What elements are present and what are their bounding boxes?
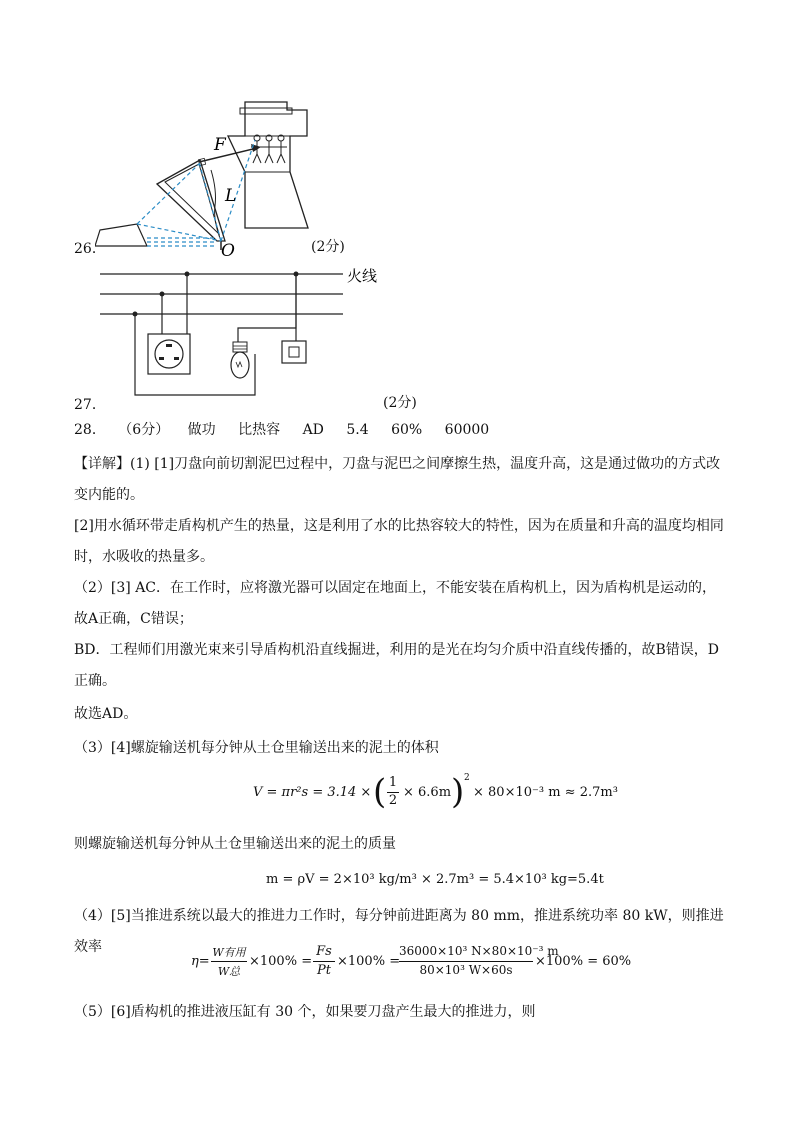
q26-score: (2分) bbox=[311, 239, 345, 255]
volume-frac-den: 2 bbox=[388, 793, 398, 808]
force-label: F bbox=[214, 135, 226, 155]
answer-1: 做功 bbox=[187, 422, 216, 438]
efficiency-formula bbox=[191, 944, 632, 982]
frac3-pct: ×100% = 60% bbox=[535, 954, 632, 969]
lever-arm bbox=[157, 160, 225, 241]
q27-number: 27． bbox=[74, 397, 106, 413]
frac3-num: 36000×10³ N×80×10⁻³ m bbox=[399, 944, 559, 958]
volume-frac-num: 1 bbox=[388, 775, 398, 790]
explanation-p9: （5）[6]盾构机的推进液压缸有 30 个，如果要刀盘产生最大的推进力，则 bbox=[74, 1004, 536, 1020]
q26-number: 26． bbox=[74, 241, 106, 257]
arm-label: L bbox=[225, 186, 237, 206]
frac1-den: W总 bbox=[217, 965, 241, 978]
explanation-p2: [2]用水循环带走盾构机产生的热量，这是利用了水的比热容较大的特性，因为在质量和升高的温度均相同时，水吸收的热量多。 bbox=[74, 518, 724, 565]
explanation-p4: BD．工程师们用激光束来引导盾构机沿直线掘进，利用的是光在均匀介质中沿直线传播的，故B错误，D正确。 bbox=[74, 642, 720, 689]
eta-label: η= bbox=[191, 954, 210, 969]
explanation-p6: （3）[4]螺旋输送机每分钟从土仓里输送出来的泥土的体积 bbox=[74, 740, 439, 756]
frac1-pct: ×100% = bbox=[249, 954, 313, 969]
lamp-bulb bbox=[231, 352, 249, 378]
frac2-pct: ×100% = bbox=[337, 954, 401, 969]
q28-number: 28． bbox=[74, 422, 106, 438]
mass-formula: m = ρV = 2×10³ kg/m³ × 2.7m³ = 5.4×10³ kg=5.4t bbox=[266, 872, 604, 887]
volume-formula-lhs: V = πr²s = 3.14 × bbox=[253, 785, 372, 800]
q28-answer-line bbox=[74, 420, 489, 440]
explanation-p3: （2）[3] AC．在工作时，应将激光器可以固定在地面上，不能安装在盾构机上，因为盾构机是运动的，故A正确，C错误； bbox=[74, 580, 717, 627]
answer-3: AD bbox=[302, 422, 324, 438]
lamp-holder bbox=[233, 342, 247, 352]
lever-diagram bbox=[95, 100, 325, 260]
switch bbox=[282, 341, 306, 363]
explanation-p7: 则螺旋输送机每分钟从土仓里输送出来的泥土的质量 bbox=[74, 836, 396, 852]
explanation-p8: （4）[5]当推进系统以最大的推进力工作时，每分钟前进距离为 80 mm，推进系统功率 80 kW，则推进效率 bbox=[74, 908, 724, 955]
volume-formula-mid: × 6.6m bbox=[403, 785, 452, 800]
q27-score: (2分) bbox=[383, 395, 417, 411]
frac2-num: Fs bbox=[316, 944, 332, 959]
volume-formula-rhs: × 80×10⁻³ m ≈ 2.7m³ bbox=[473, 785, 618, 800]
arm-brace bbox=[211, 170, 221, 241]
roof-trim bbox=[240, 108, 292, 114]
explanation-p5: 故选AD。 bbox=[74, 706, 138, 722]
answer-2: 比热容 bbox=[238, 422, 281, 438]
ground-slab bbox=[95, 224, 147, 246]
answer-4: 5.4 bbox=[346, 422, 369, 438]
answer-6: 60000 bbox=[444, 422, 490, 438]
frac2-den: Pt bbox=[317, 963, 331, 978]
live-wire-label: 火线 bbox=[347, 267, 378, 285]
pivot-label: O bbox=[221, 241, 235, 260]
answer-5: 60% bbox=[391, 422, 423, 438]
circuit-diagram bbox=[95, 262, 395, 402]
frac1-num: W有用 bbox=[212, 946, 246, 959]
frac3-den: 80×10³ W×60s bbox=[419, 963, 513, 977]
explanation-p1: 【详解】(1) [1]刀盘向前切割泥巴过程中，刀盘与泥巴之间摩擦生热，温度升高，这是通过做功的方式改变内能的。 bbox=[74, 456, 721, 503]
stage-building bbox=[228, 102, 308, 228]
q28-score: （6分） bbox=[118, 422, 170, 438]
volume-formula-exp: 2 bbox=[464, 773, 470, 783]
